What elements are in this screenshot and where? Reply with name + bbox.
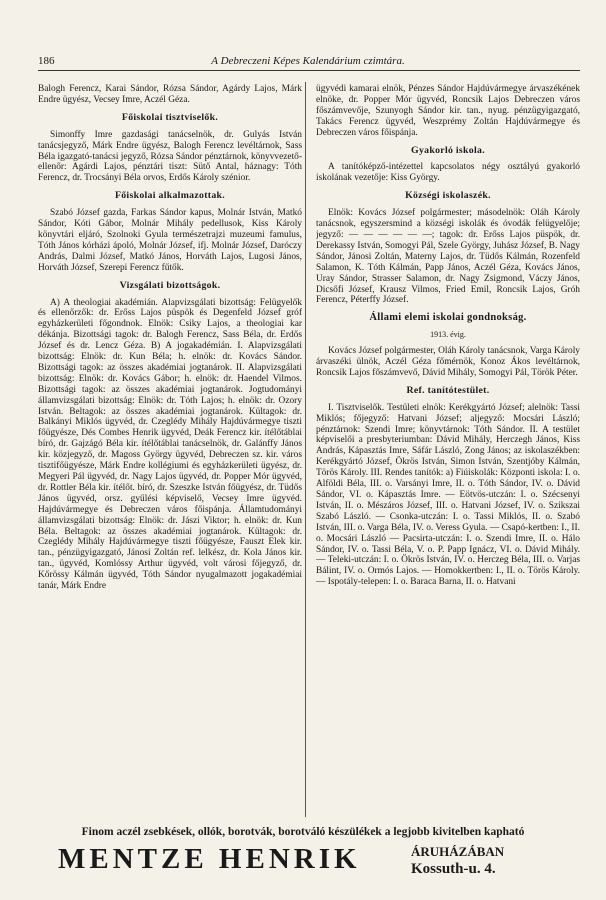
employees-paragraph: Szabó József gazda, Farkas Sándor kapus, Molnár István, Matkó Sándor, Kóti Gábor, Molnár Mihály pedellusok, Kiss Károly könyvtári eljáró, Szolnoki Gyula természetrajzi muzeumi famulus, Tóth János kórházi ápoló, Molnár József, ifj. Molnár József, Daróczy András, Dalmi József, Matkó János, Horváth Lajos, Lugosi János, Horváth József, Szerepi Ferencz fűtők.	[38, 208, 302, 273]
advertisement-store: ÁRUHÁZÁBAN	[411, 844, 505, 859]
state-schools-paragraph: Kovács József polgármester, Oláh Károly tanácsnok, Varga Károly árvaszéki ülnök, Aczél Géza főmérnök, Konoz Ákos levéltárnok, Roncsik Lajos főszámvevő, Dávid Mihály, Somogyi Pál, Török Péter.	[316, 346, 580, 378]
officials-paragraph: Simonffy Imre gazdasági tanácselnök, dr. Gulyás István tanácsjegyző, Márk Endre ügyész, Balogh Ferencz levéltárnok, Sass Béla igazgató-tanácsi jegyző, Rózsa Sándor pénztárnok, könyvvezető-ellenőr: Agárdi Lajos, pénztári tiszt: Sütő Antal, háznagy: Tóth Ferencz, dr. Trocsányi Béla orvos, Erdős Károly szénior.	[38, 129, 302, 184]
advertisement-slogan: Finom aczél zsebkések, ollók, borotvák, borotváló készülékek a legjobb kivitelben kapható	[81, 826, 525, 838]
page-number: 186	[38, 55, 55, 67]
state-schools-subtitle: 1913. évig.	[430, 330, 466, 340]
section-heading-state-schools: Állami elemi iskolai gondnokság.	[369, 312, 527, 324]
header-rule	[38, 70, 580, 71]
section-heading-teachers: Ref. tanítótestület.	[406, 384, 490, 396]
running-title: A Debreczeni Képes Kalendárium czimtára.	[211, 55, 405, 67]
exam-committees-paragraph: A) A theologiai akadémián. Alapvizsgálati bizottság: Felügyelők és ellenőrzők: dr. Erőss Lajos püspök és Degenfeld József gróf egyházkerületi főgondnok. Elnök: Csiky Lajos, a theologiai kar dékánja. Bizottsági tagok: dr. Balogh Ferencz, Sass Béla, dr. Erdős József és dr. Lencz Géza. B) A jogakadémián. I. Alapvizsgálati bizottság: Elnök: dr. Kun Béla; h. elnök: dr. Kovács Sándor. Bizottsági tagok: az összes akadémiai jogtanárok. II. Alapvizsgálati bizottság: Elnök: dr. Kovács Gábor; h. elnök: dr. Haendel Vilmos. Bizottsági tagok: az összes akadémiai jogtanárok. Jogtudományi államvizsgálati bizottság: Elnök: dr. Tóth Lajos; h. elnök: dr. Ozory István. Beltagok: az összes akadémiai jogtanárok. Kültagok: dr. Balkányi Miklós ügyvéd, dr. Czeglédy Mihály Hajdúvármegye tiszti főügyésze, Dés Combes Henrik ügyvéd, Deák Ferencz kir. ítélőtáblai bíró, dr. Gajzágó Béla kir. ítélőtáblai tanácselnök, dr. Galánffy János kir. közjegyző, dr. Magoss György ügyvéd, Debreczen sz. kir. város tisztifőügyésze, Márk Endre kollégiumi és egyházkerületi ügyész, dr. Megyeri Pál ügyvéd, dr. Nagy Lajos ügyvéd, dr. Popper Mór ügyvéd, dr. Rottler Béla kir. ítélőt. bíró, dr. Szeszke István főügyész, dr. Tüdős János ügyvéd, orsz. gyűlési képviselő, Vecsey Imre ügyvéd. Hajdúvármegye és Debreczen város főispánja. Államtudományi államvizsgálati bizottság: Elnök: dr. Jászi Viktor; h. elnök: dr. Kun Béla. Beltagok: az összes akadémiai jogtanárok. Kültagok: dr. Czeglédy Mihály Hajdúvármegye tiszti főügyésze, Fauszt Elek kir. tan., pénzügyigazgató, Jánosi Zoltán ref. lelkész, dr. Kola János kir. tan., ügyvéd, Komlóssy Arthur ügyvéd, volt városi főjegyző, dr. Kőrössy Kálmán ügyvéd, Tóth Sándor nyugalmazott jogakadémiai tanár, Márk Endre	[38, 297, 302, 592]
section-heading-exam-committees: Vizsgálati bizottságok.	[119, 279, 221, 291]
left-column	[38, 84, 302, 822]
continued-paragraph: ügyvédi kamarai elnök, Pénzes Sándor Hajdúvármegye árvaszékének elnöke, dr. Popper Mór ügyvéd, Roncsik Lajos Debreczen város főszámvevője, Szunyogh Sándor kir. tan., nyug. pénzügyigazgató, Takács Ferencz ügyvéd, Weszprémy Zoltán Hajdúvármegye és Debreczen város főispánja.	[316, 84, 580, 138]
teachers-paragraph: I. Tisztviselők. Testületi elnök: Kerékgyártó József; alelnök: Tassi Miklós; főjegyző: Hatvani József; aljegyző: Mocsári László; pénztárnok: Szendi Imre; könyvtárnok: Tóth Sándor. II. A testület képviselői a presbyteriumban: Dávid Mihály, Herczegh János, Kiss András, Kápasztás Imre, Sáfár László, Zong János; az iskolaszékben: Kerékgyártó József, Ökrös István, Simon István, Szentjóby Kálmán, Törös Károly. III. Rendes tanítók: a) Fiúiskolák: Központi iskola: I. o. Alföldi Béla, III. o. Varsányi Imre, II. o. Tóth Sándor, IV. o. Dávid Sándor, VI. o. Kápasztás Imre. — Eötvös-utczán: I. o. Szécsenyi István, II. o. Mészáros József, III. o. Hatvani József, IV. o. Szikszai Szabó László. — Csonka-utczán: I. o. Tassi Miklós, II. o. Szabó István, III. o. Varga Béla, IV. o. Veress Gyula. — Csapó-kertben: I., II. o. Mocsári László — Pacsirta-utczán: I. o. Szendi Imre, II. o. Hálo Sándor, IV. o. Tassi Béla, V. o. P. Papp Ignácz, VI. o. Dávid Mihály. — Teleki-utczán: I. o. Ökrös István, IV. o. Herczeg Béla, III. o. Varjas Bálint, IV. o. Ormós Lajos. — Homokkertben: I., II. o. Törös Károly. — Ispotály-telepen: I. o. Baraca Barna, II. o. Hatvani	[316, 402, 580, 588]
right-column	[316, 84, 580, 822]
advertisement-brand: MENTZE HENRIK	[58, 843, 361, 875]
column-divider	[305, 82, 306, 817]
section-heading-practice-school: Gyakorló iskola.	[411, 144, 485, 156]
practice-school-paragraph: A tanítóképző-intézettel kapcsolatos négy osztályú gyakorló iskolának vezetője: Kiss György.	[316, 162, 580, 184]
school-board-paragraph: Elnök: Kovács József polgármester; másodelnök: Oláh Károly tanácsnok, egyszersmind a községi iskolák és óvodák felügyelője; jegyző: — — — — — —; tagok: dr. Erőss Lajos püspök, dr. Derekassy István, Somogyi Pál, Szele György, Juhász József, B. Nagy Sándor, Jánosi Zoltán, Materny Lajos, dr. Tüdős Kálmán, Rozenfeld Salamon, K. Tóth Kálmán, Papp János, Aczél Géza, Kovács János, Uray Sándor, Strasser Salamon, dr. Nagy Zsigmond, Váczy János, Dicsőfi József, Krausz Vilmos, Fried Emil, Roncsik Lajos, Gróh Ferencz, Péterffy József.	[316, 208, 580, 306]
intro-paragraph: Balogh Ferencz, Karai Sándor, Rózsa Sándor, Agárdy Lajos, Márk Endre ügyész, Vecsey Imre, Aczél Géza.	[38, 84, 302, 105]
advertisement	[58, 841, 558, 881]
section-heading-school-board: Községi iskolaszék.	[405, 190, 491, 202]
section-heading-employees: Főiskolai alkalmazottak.	[114, 190, 226, 202]
advertisement-address: Kossuth-u. 4.	[411, 861, 496, 877]
page-header	[38, 55, 578, 69]
section-heading-officials: Főiskolai tisztviselők.	[121, 111, 219, 123]
